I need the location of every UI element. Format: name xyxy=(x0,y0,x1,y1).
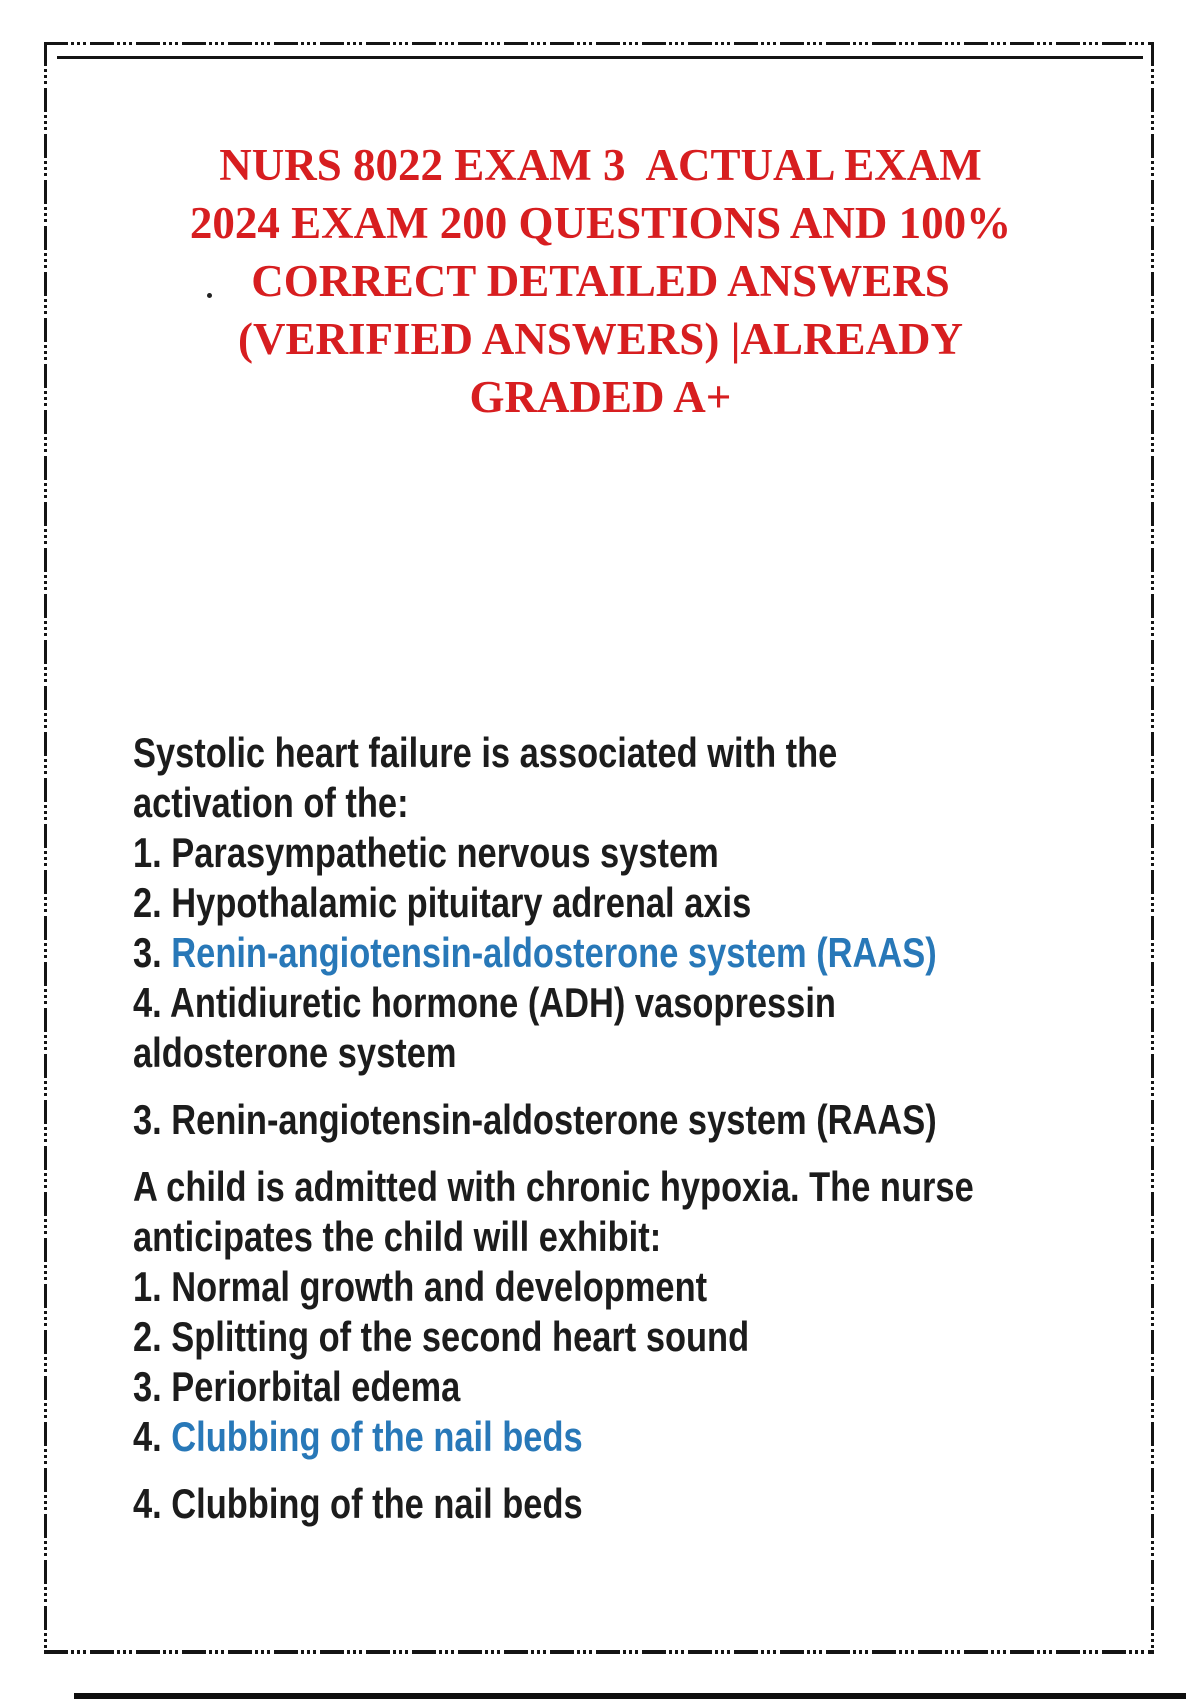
text-line xyxy=(133,778,907,828)
title-line: NURS 8022 EXAM 3 ACTUAL EXAM xyxy=(219,140,982,190)
text-line xyxy=(133,1212,907,1262)
title-line: 2024 EXAM 200 QUESTIONS AND 100% xyxy=(189,198,1012,248)
title-line: (VERIFIED ANSWERS) |ALREADY xyxy=(237,314,963,364)
text-segment: Systolic heart failure is associated with the xyxy=(133,729,838,776)
stray-period-mark xyxy=(207,293,212,298)
inner-top-rule xyxy=(57,56,1143,59)
text-segment: 4. xyxy=(133,1413,172,1460)
page-border-top xyxy=(44,42,1154,45)
title-line: GRADED A+ xyxy=(469,372,732,422)
text-segment: aldosterone system xyxy=(133,1029,457,1076)
text-line xyxy=(133,728,907,778)
next-page-top-edge xyxy=(74,1693,1186,1699)
text-line xyxy=(133,1312,907,1362)
text-segment: A child is admitted with chronic hypoxia. The nurse xyxy=(133,1163,974,1210)
text-segment: 1. Parasympathetic nervous system xyxy=(133,829,719,876)
text-line xyxy=(133,1412,907,1462)
page-border-bottom xyxy=(44,1650,1154,1654)
exam-title xyxy=(128,136,1073,426)
text-line xyxy=(133,1028,907,1078)
text-segment: anticipates the child will exhibit: xyxy=(133,1213,662,1260)
correct-answer-text: Renin-angiotensin-aldosterone system (RAAS) xyxy=(171,929,937,976)
text-segment: 4. Antidiuretic hormone (ADH) vasopressin xyxy=(133,979,836,1026)
text-segment: activation of the: xyxy=(133,779,409,826)
text-line xyxy=(133,1479,907,1529)
text-line xyxy=(133,828,907,878)
question-list xyxy=(133,728,1077,1529)
text-line xyxy=(133,928,937,978)
text-line xyxy=(133,1162,974,1212)
text-segment: 4. Clubbing of the nail beds xyxy=(133,1480,583,1527)
text-segment: 3. Renin-angiotensin-aldosterone system (RAAS) xyxy=(133,1096,937,1143)
text-segment: 2. Splitting of the second heart sound xyxy=(133,1313,750,1360)
text-segment: 1. Normal growth and development xyxy=(133,1263,708,1310)
text-segment: 2. Hypothalamic pituitary adrenal axis xyxy=(133,879,752,926)
text-segment: 3. Periorbital edema xyxy=(133,1363,461,1410)
title-line: CORRECT DETAILED ANSWERS xyxy=(251,256,950,306)
text-line xyxy=(133,878,907,928)
text-line xyxy=(133,1095,937,1145)
page-border-left xyxy=(44,42,47,1654)
correct-answer-text: Clubbing of the nail beds xyxy=(171,1413,583,1460)
text-line xyxy=(133,1262,907,1312)
page-border-right xyxy=(1151,42,1154,1654)
text-line xyxy=(133,1362,907,1412)
text-line xyxy=(133,978,907,1028)
text-segment: 3. xyxy=(133,929,172,976)
